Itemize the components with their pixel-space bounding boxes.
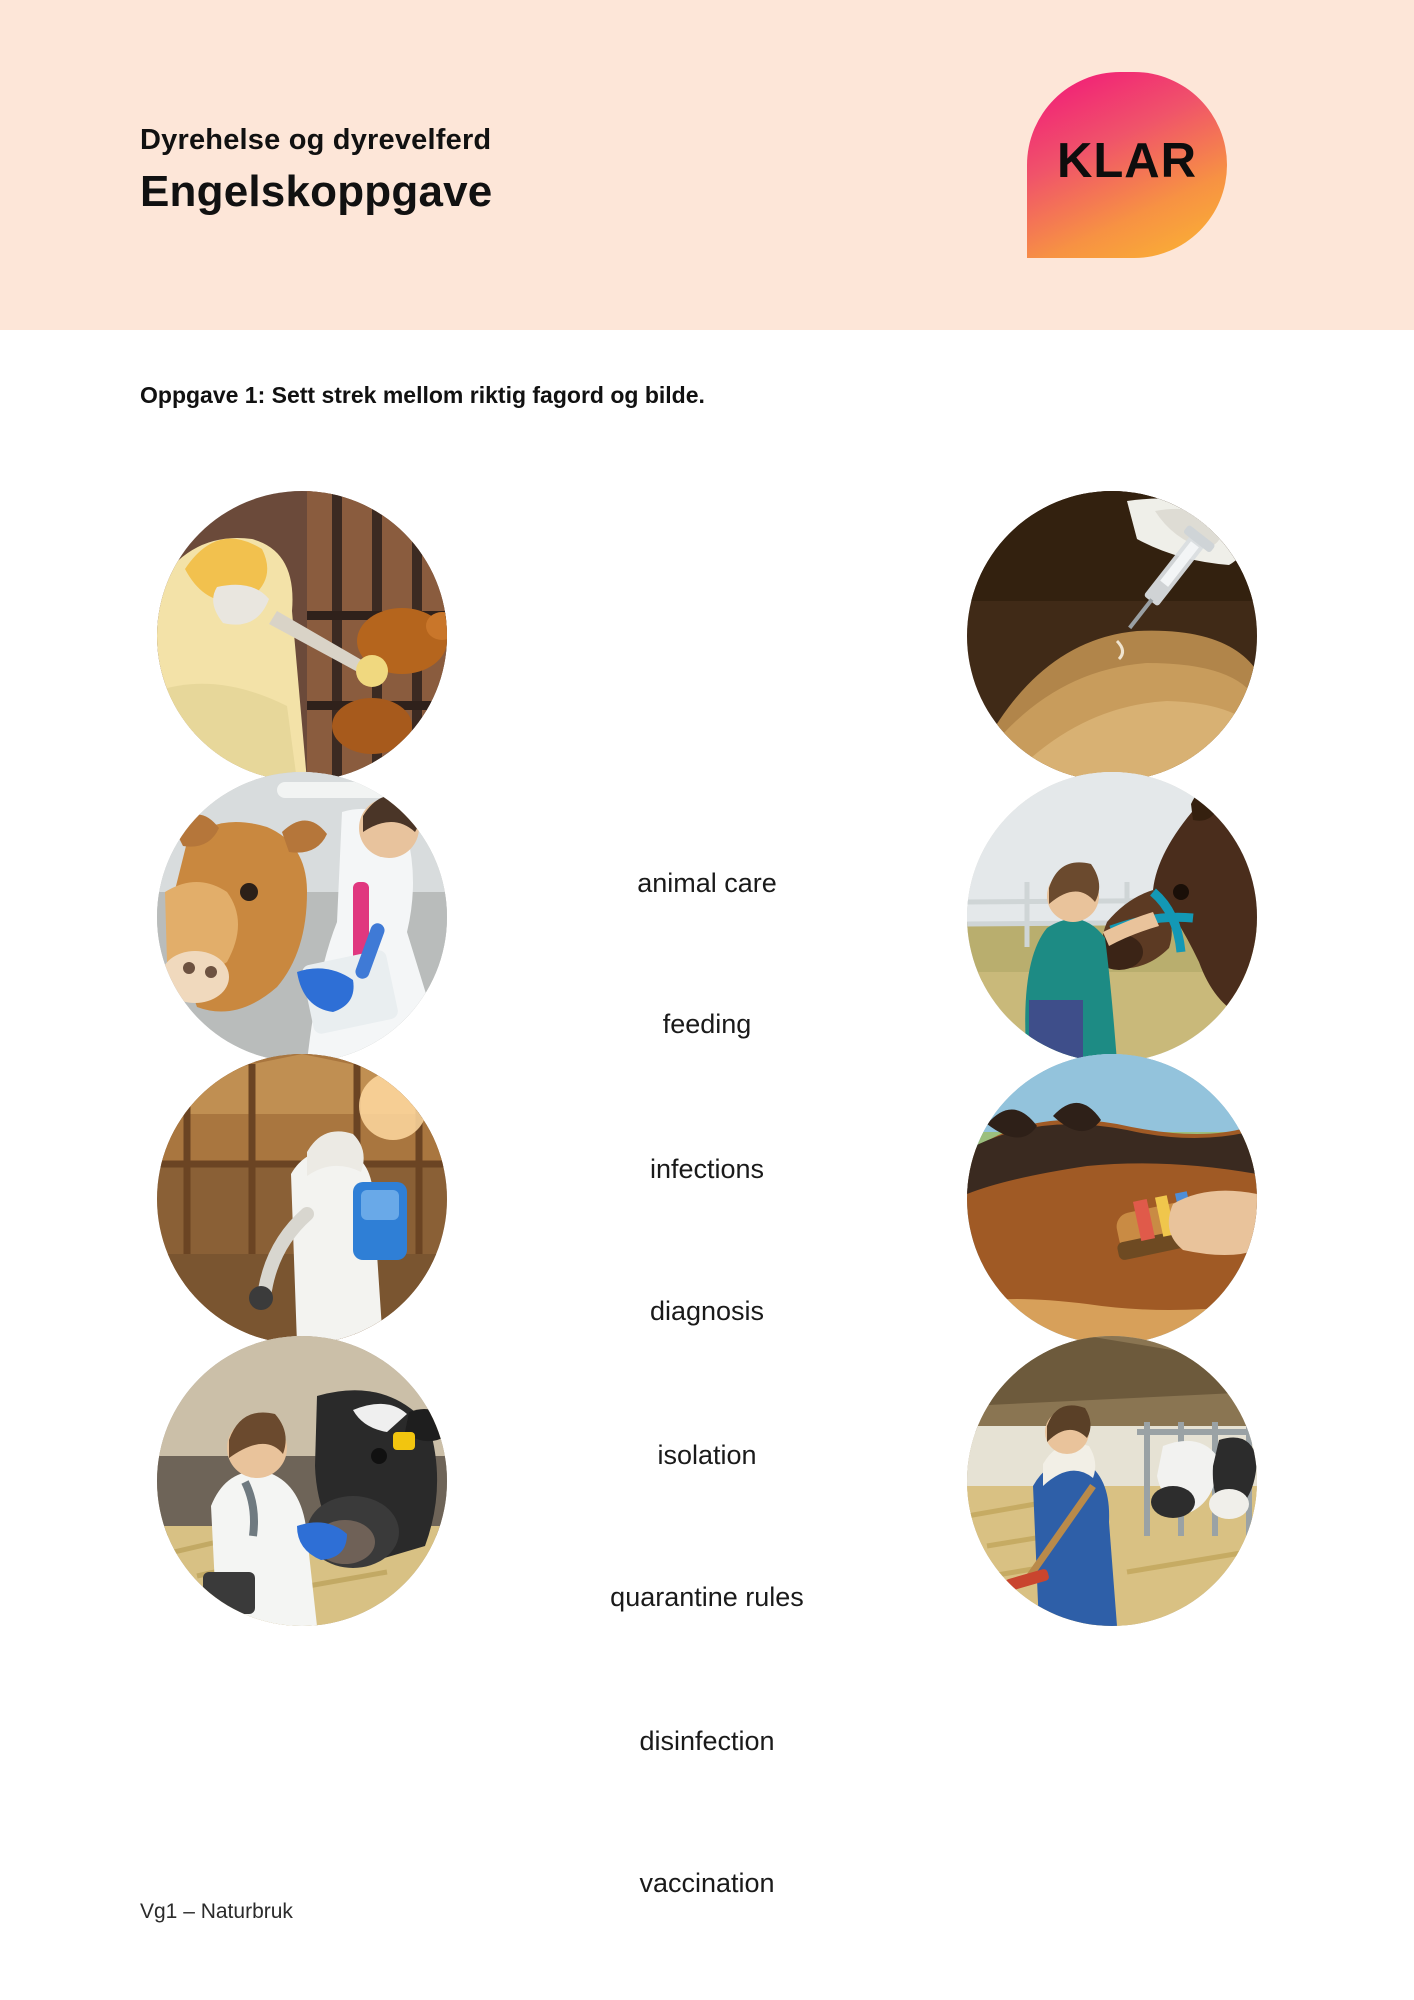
left-image-3 <box>157 1054 447 1344</box>
vet-with-dairy-cow-in-straw-icon <box>157 1336 447 1626</box>
worker-spraying-disinfectant-in-barn-icon <box>157 1054 447 1344</box>
farmer-feeding-cows-in-barn-icon <box>967 1336 1257 1626</box>
footer-label: Vg1 – Naturbruk <box>140 1900 293 1923</box>
word-diagnosis[interactable]: diagnosis <box>649 1296 765 1326</box>
header-subtitle: Dyrehelse og dyrevelferd <box>140 124 492 156</box>
header-text-block <box>140 124 492 217</box>
vet-examining-calf-icon <box>157 772 447 1062</box>
word-quarantine-rules[interactable]: quarantine rules <box>610 1582 804 1612</box>
word-isolation[interactable]: isolation <box>657 1440 757 1470</box>
right-image-2 <box>967 772 1257 1062</box>
right-image-3 <box>967 1054 1257 1344</box>
word-feeding[interactable]: feeding <box>662 1009 752 1039</box>
injection-into-animal-hide-icon <box>967 491 1257 781</box>
left-image-2 <box>157 772 447 1062</box>
page-title: Engelskoppgave <box>140 167 493 216</box>
word-disinfection[interactable]: disinfection <box>639 1726 775 1756</box>
handler-petting-brown-horse-icon <box>967 772 1257 1062</box>
left-image-4 <box>157 1336 447 1626</box>
matching-exercise <box>0 470 1414 1898</box>
brushing-horse-coat-icon <box>967 1054 1257 1344</box>
logo-label: KLAR <box>1056 134 1198 188</box>
left-image-1 <box>157 491 447 781</box>
right-image-1 <box>967 491 1257 781</box>
word-infections[interactable]: infections <box>649 1154 765 1184</box>
worker-in-protective-suit-with-hens-icon <box>157 491 447 781</box>
word-animal-care[interactable]: animal care <box>637 868 777 898</box>
task-prompt: Oppgave 1: Sett strek mellom riktig fagord og bilde. <box>140 382 705 408</box>
page-header <box>0 0 1414 330</box>
klar-logo <box>1027 72 1227 258</box>
word-vaccination[interactable]: vaccination <box>639 1868 775 1898</box>
right-image-4 <box>967 1336 1257 1626</box>
